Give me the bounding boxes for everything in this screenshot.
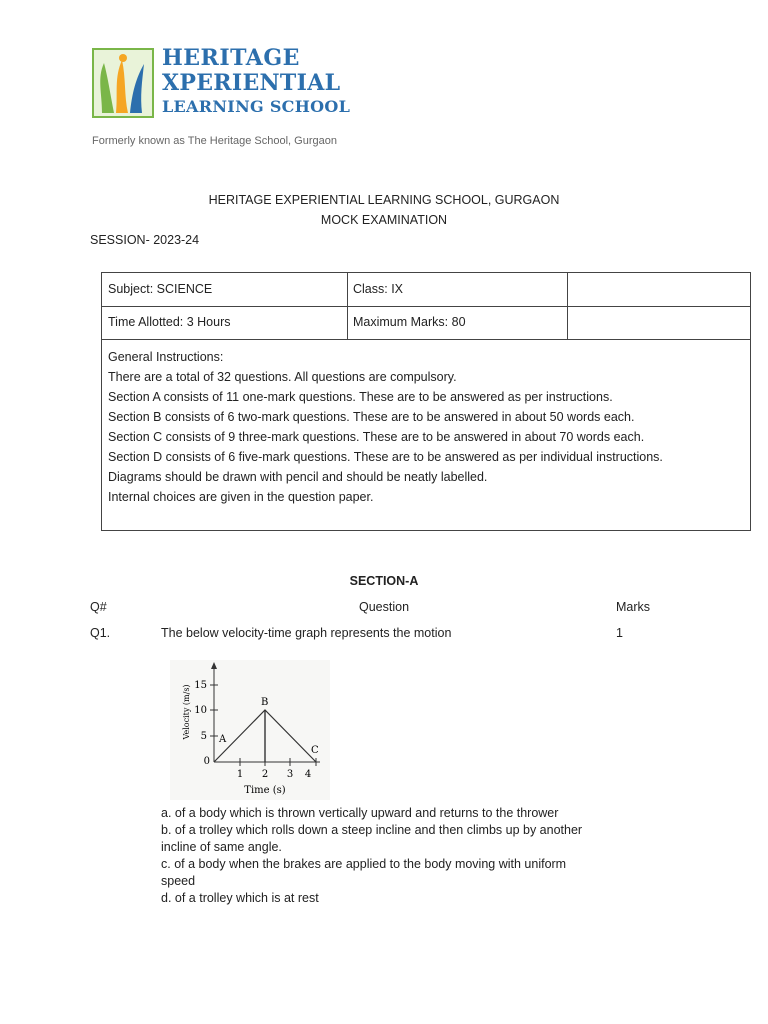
max-marks-cell: Maximum Marks: 80 bbox=[353, 315, 466, 329]
logo-line-2: XPERIENTIAL bbox=[162, 70, 341, 96]
point-label-b: B bbox=[261, 697, 269, 708]
column-header-qnum: Q# bbox=[90, 600, 107, 614]
x-tick-label: 4 bbox=[304, 769, 312, 780]
y-tick-label: 5 bbox=[200, 731, 207, 742]
option-c: c. of a body when the brakes are applied to the body moving with uniform speed bbox=[161, 857, 567, 888]
section-title: SECTION-A bbox=[349, 574, 419, 588]
y-tick-label: 0 bbox=[203, 756, 210, 767]
class-cell: Class: IX bbox=[353, 282, 404, 296]
logo-line-1: HERITAGE bbox=[162, 45, 300, 71]
x-tick-label: 2 bbox=[261, 769, 269, 780]
point-label-a: A bbox=[219, 734, 227, 745]
option-b: b. of a trolley which rolls down a steep incline and then climbs up by another incline of same angle. bbox=[161, 823, 583, 854]
instruction-item: Section D consists of 6 five-mark questions. These are to be answered as per individual instructions. bbox=[108, 450, 663, 464]
instruction-item: Section A consists of 11 one-mark questions. These are to be answered as per instructions. bbox=[108, 390, 613, 404]
logo-tagline: Formerly known as The Heritage School, Gurgaon bbox=[92, 135, 337, 147]
velocity-time-graph bbox=[170, 660, 330, 800]
session-label: SESSION- 2023-24 bbox=[90, 233, 200, 247]
question-marks: 1 bbox=[616, 626, 623, 640]
instruction-item: Diagrams should be drawn with pencil and should be neatly labelled. bbox=[108, 470, 488, 484]
time-cell: Time Allotted: 3 Hours bbox=[108, 315, 231, 329]
school-logo-wordmark bbox=[162, 47, 350, 115]
x-axis-label: Time (s) bbox=[244, 785, 286, 796]
logo-line-3: LEARNING SCHOOL bbox=[162, 97, 351, 116]
answer-options bbox=[161, 805, 601, 907]
y-axis-label: Velocity (m/s) bbox=[182, 684, 191, 740]
y-tick-label: 10 bbox=[194, 705, 207, 716]
instruction-item: Internal choices are given in the question paper. bbox=[108, 490, 374, 504]
general-instructions bbox=[108, 347, 663, 507]
instructions-title: General Instructions: bbox=[108, 350, 224, 364]
instruction-item: Section B consists of 6 two-mark questions. These are to be answered in about 50 words each. bbox=[108, 410, 635, 424]
question-number: Q1. bbox=[90, 626, 111, 640]
table-divider bbox=[567, 273, 568, 339]
school-logo-emblem bbox=[92, 48, 154, 118]
point-label-c: C bbox=[311, 745, 319, 756]
subject-cell: Subject: SCIENCE bbox=[108, 282, 213, 296]
x-tick-label: 1 bbox=[236, 769, 244, 780]
y-tick-label: 15 bbox=[194, 680, 207, 691]
exam-info-table bbox=[101, 272, 751, 531]
column-header-question: Question bbox=[358, 600, 410, 614]
school-name-heading: HERITAGE EXPERIENTIAL LEARNING SCHOOL, GURGAON bbox=[208, 193, 560, 207]
instruction-item: Section C consists of 9 three-mark questions. These are to be answered in about 70 words each. bbox=[108, 430, 645, 444]
instruction-item: There are a total of 32 questions. All questions are compulsory. bbox=[108, 370, 457, 384]
exam-title: MOCK EXAMINATION bbox=[320, 213, 448, 227]
option-a: a. of a body which is thrown vertically upward and returns to the thrower bbox=[161, 806, 559, 820]
table-divider bbox=[102, 339, 750, 340]
option-d: d. of a trolley which is at rest bbox=[161, 891, 319, 905]
column-header-marks: Marks bbox=[616, 600, 651, 614]
question-text: The below velocity-time graph represents the motion bbox=[161, 626, 452, 640]
x-tick-label: 3 bbox=[286, 769, 294, 780]
